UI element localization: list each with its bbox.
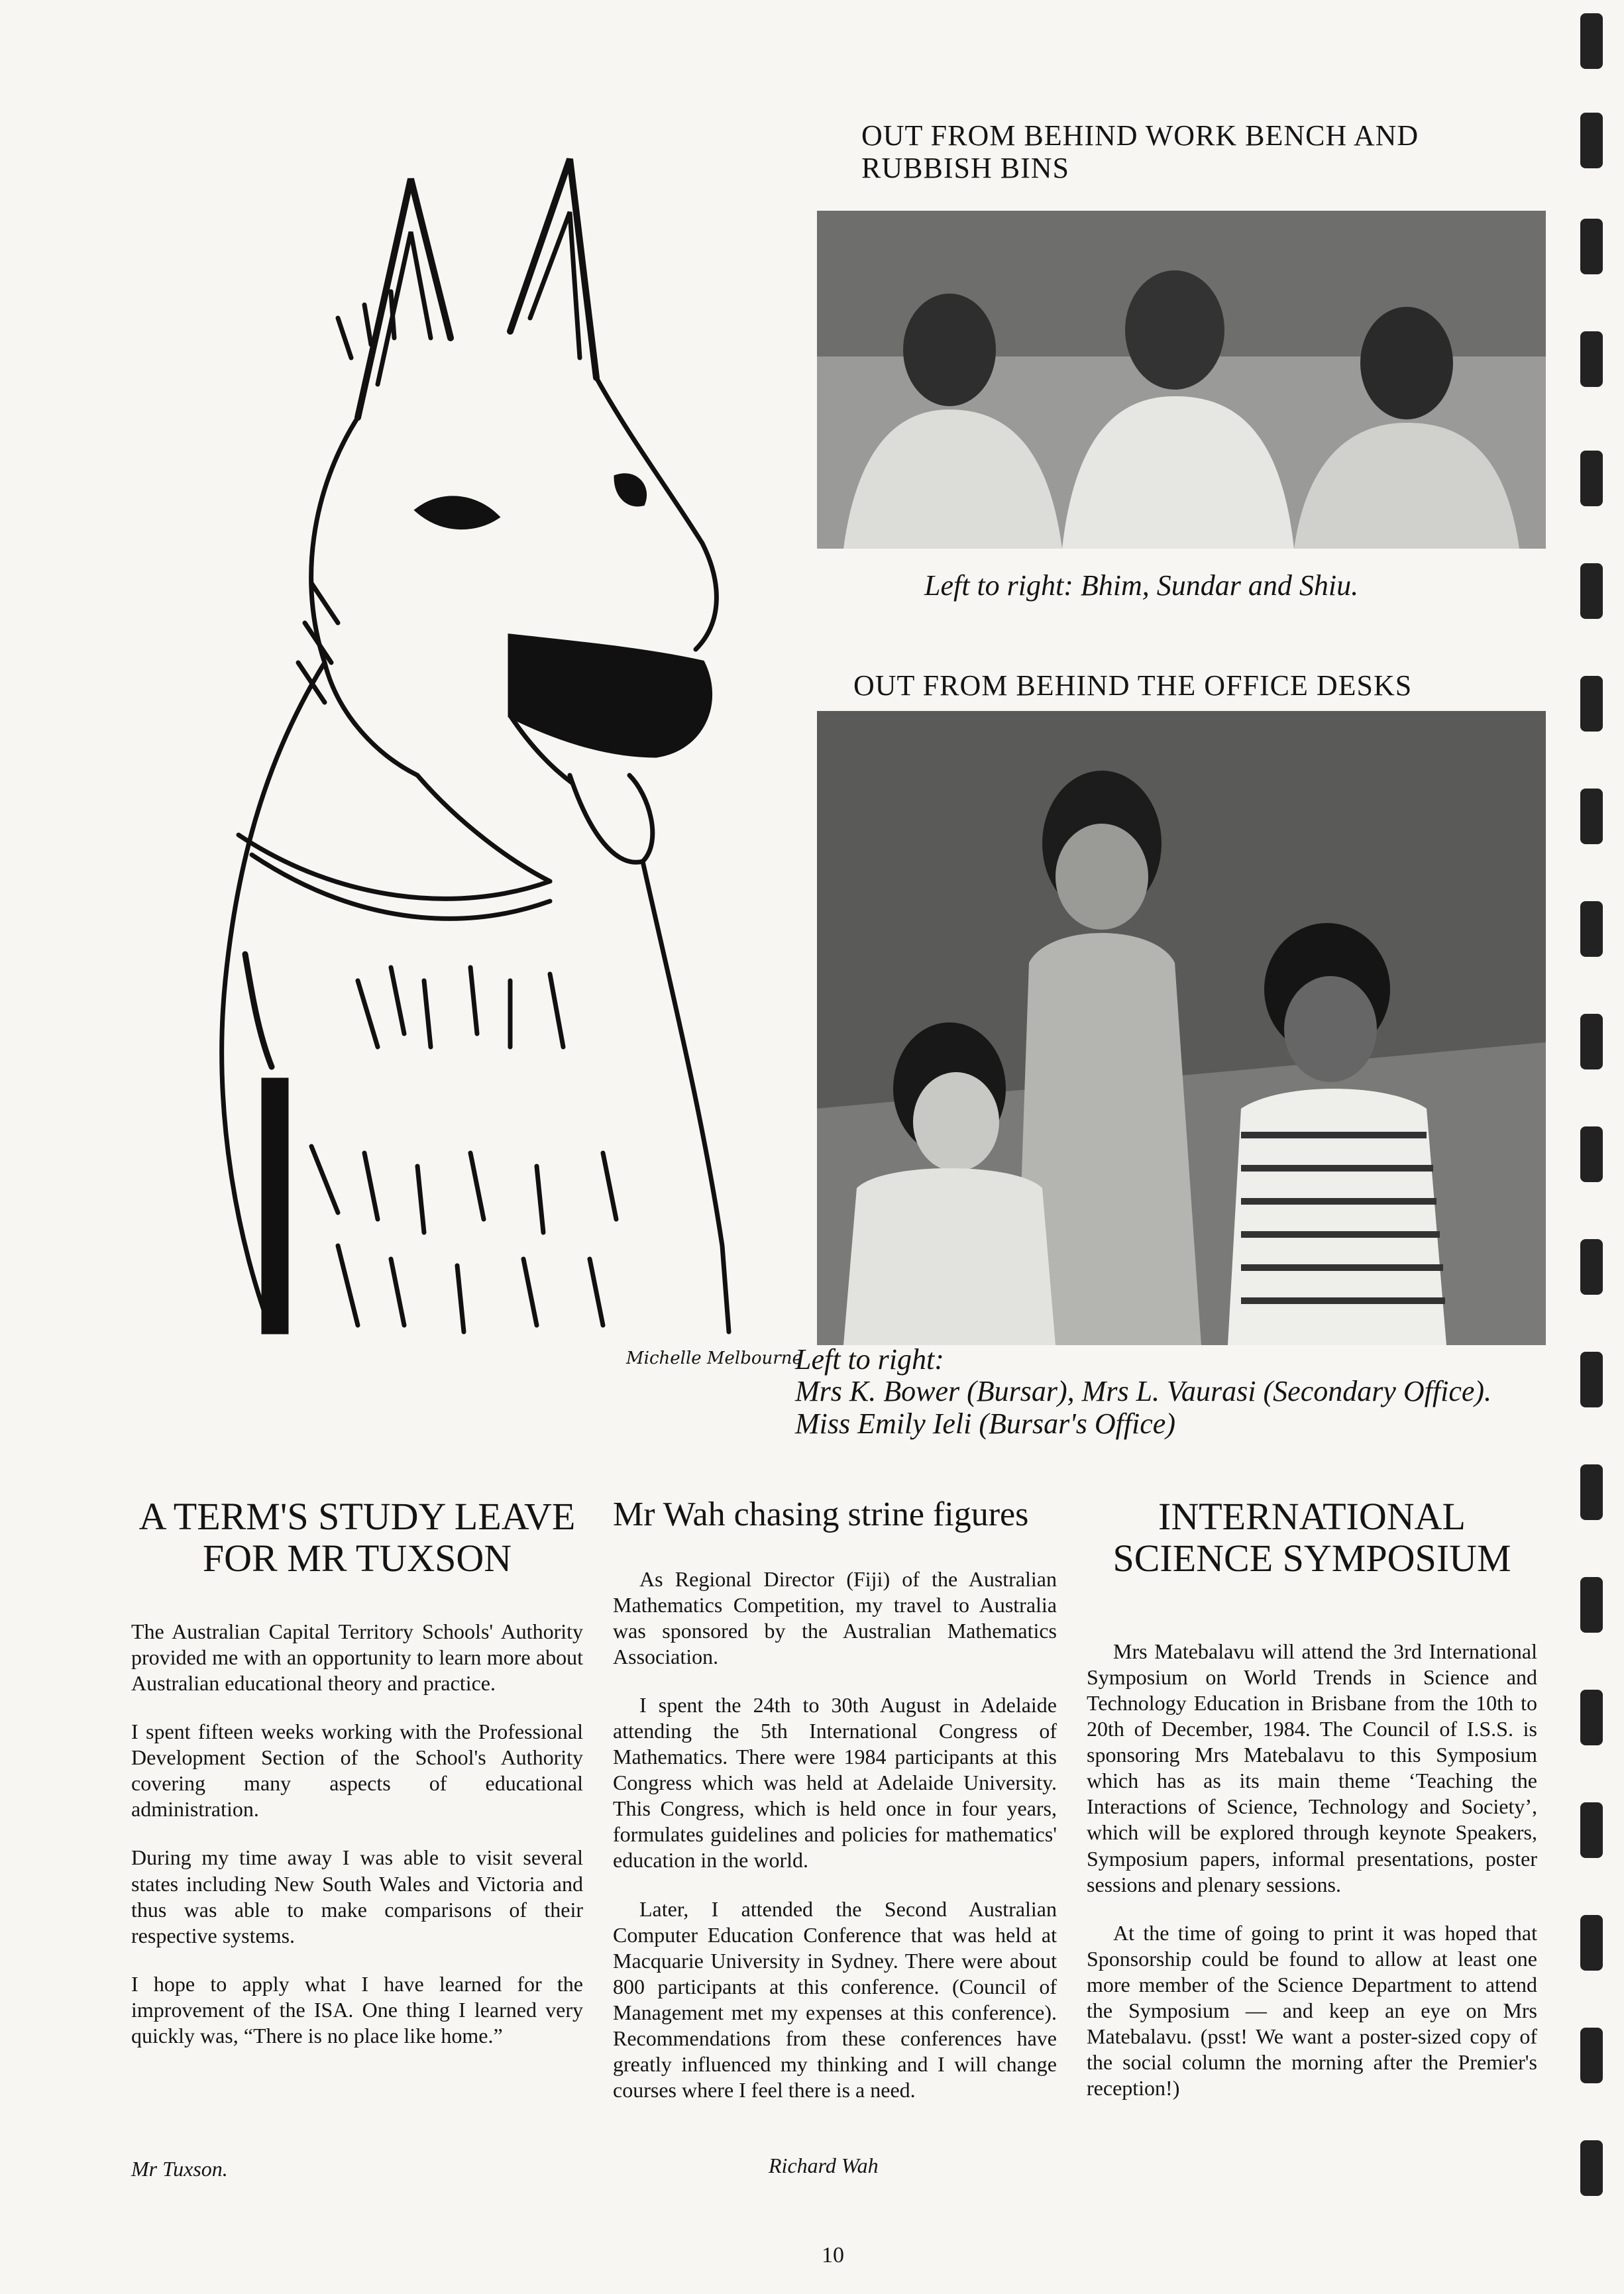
article-symposium-body [1087,1639,1537,2101]
paragraph: Later, I attended the Second Australian Computer Education Conference that was held at Macquarie University in Sydney. There were about 800 participants at this conference. (Council of Management met my expenses at this conference). Recommendations from these conferences have greatly influenced my thinking and I will change courses where I feel there is a need. [613,1896,1057,2102]
photo2-heading: OUT FROM BEHIND THE OFFICE DESKS [853,669,1413,702]
photo1-heading: OUT FROM BEHIND WORK BENCH AND RUBBISH BINS [861,119,1419,185]
photo2-caption [795,1344,1557,1440]
photo2-caption-line3: Miss Emily Ieli (Bursar's Office) [795,1407,1175,1440]
paragraph: I hope to apply what I have learned for the improvement of the ISA. One thing I learned very quickly was, “There is no place like home.” [131,1971,583,2048]
paragraph: As Regional Director (Fiji) of the Australian Mathematics Competition, my travel to Australia was sponsored by the Australian Mathematics Association. [613,1567,1057,1669]
paragraph: Mrs Matebalavu will attend the 3rd International Symposium on World Trends in Science and Technology Education in Brisbane from the 10th to 20th of December, 1984. The Council of I.S.S. is sponsoring Mrs Matebalavu to this Symposium which has as its main theme ‘Teaching the Interactions of Science, Technology and Society’, which will be explored through keynote Speakers, Symposium papers, informal presentations, poster sessions and plenary sessions. [1087,1639,1537,1896]
workers-photo [817,211,1546,549]
paragraph: At the time of going to print it was hoped that Sponsorship could be found to allow at least one more member of the Science Department to attend the Symposium — and keep an eye on Mrs Matebalavu. (psst! We want a poster-sized copy of the social column the morning after the Premier's reception!) [1087,1920,1537,2100]
article-symposium-title: INTERNATIONAL SCIENCE SYMPOSIUM [1112,1495,1511,1580]
article-wah [613,1496,1057,2126]
paragraph: During my time away I was able to visit several states including New South Wales and Victoria and thus was able to make comparisons of their respective systems. [131,1845,583,1947]
photo1-caption: Left to right: Bhim, Sundar and Shiu. [924,569,1359,602]
photo2-caption-line1: Left to right: [795,1343,944,1376]
author-wah: Richard Wah [769,2154,879,2177]
photo2-caption-line2: Mrs K. Bower (Bursar), Mrs L. Vaurasi (Secondary Office). [795,1375,1492,1408]
author-tuxson: Mr Tuxson. [131,2157,228,2181]
dog-illustration [139,119,762,1358]
article-wah-body [613,1566,1057,2103]
binder-strip [1571,0,1624,2294]
article-symposium [1087,1496,1537,2124]
artist-signature: Michelle Melbourne [626,1348,802,1368]
office-staff-photo [817,711,1546,1345]
article-study-leave-title: A TERM'S STUDY LEAVE FOR MR TUXSON [138,1495,576,1580]
paragraph: The Australian Capital Territory Schools' Authority provided me with an opportunity to learn more about Australian educational theory and practice. [131,1619,583,1696]
page-number: 10 [822,2243,844,2267]
article-study-leave [131,1496,583,2071]
article-wah-title: Mr Wah chasing strine figures [613,1496,1029,1533]
article-study-leave-body [131,1619,583,2048]
paragraph: I spent fifteen weeks working with the Professional Development Section of the School's Authority covering many aspects of educational administration. [131,1720,583,1822]
paragraph: I spent the 24th to 30th August in Adelaide attending the 5th International Congress of Mathematics. There were 1984 participants at this Congress which was held at Adelaide University. This Congress, which is held once in four years, formulates guidelines and policies for mathematics' education in the world. [613,1693,1057,1873]
